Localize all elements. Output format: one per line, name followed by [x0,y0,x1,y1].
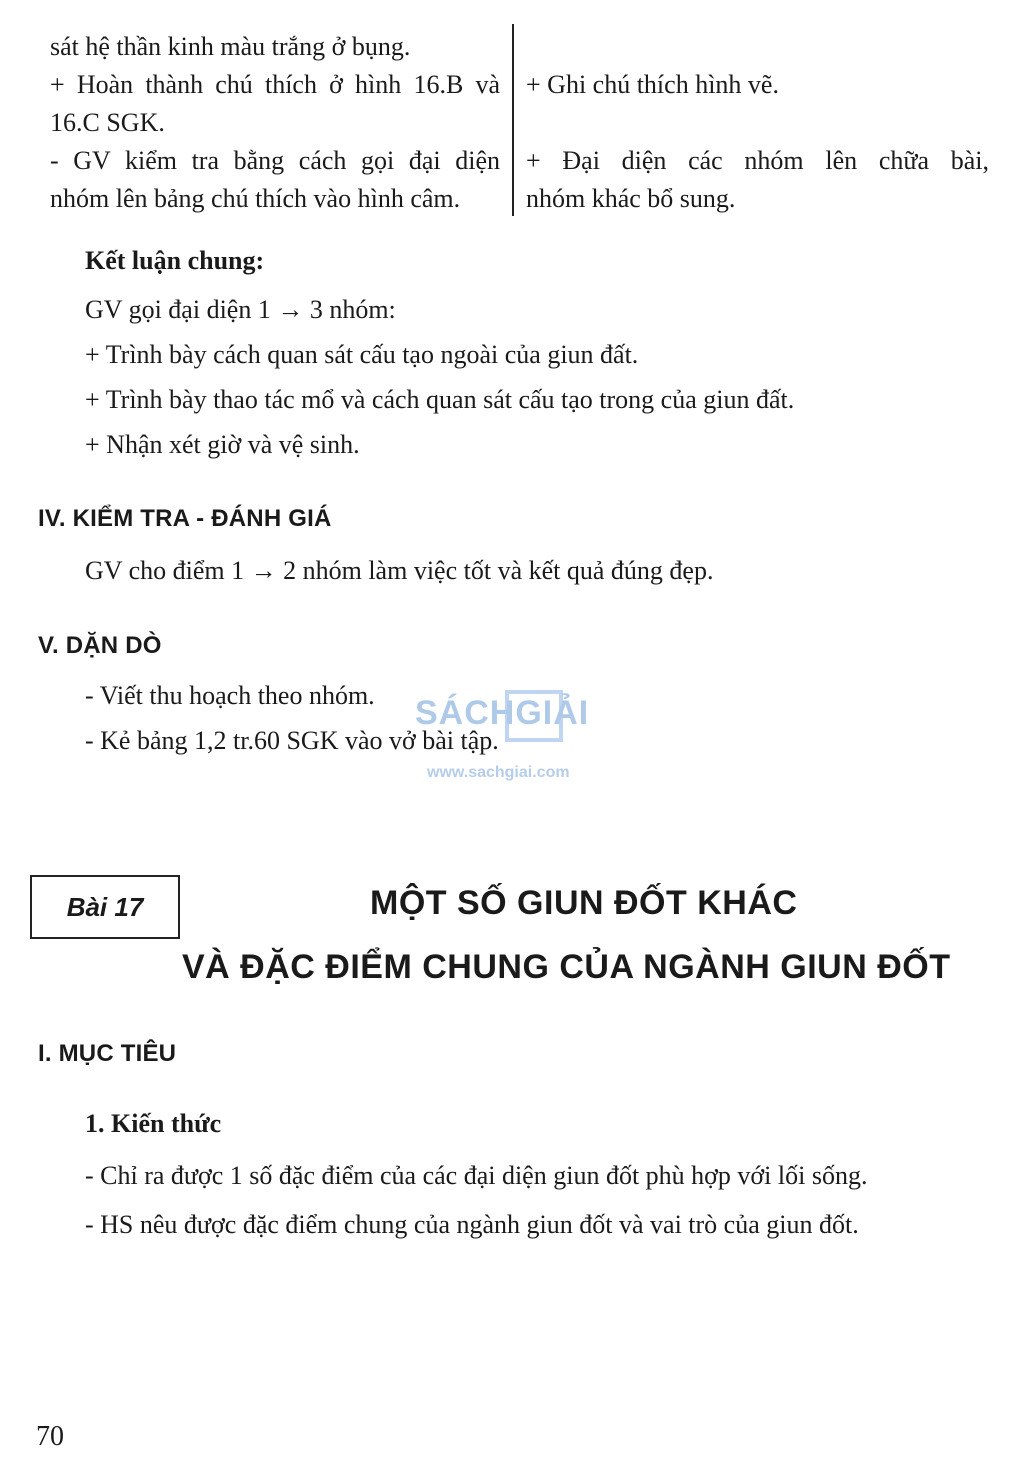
section-iv-heading: IV. KIỂM TRA - ĐÁNH GIÁ [38,505,332,532]
page-number: 70 [36,1421,64,1452]
section-iv-text: GV cho điểm 1 → 2 nhóm làm việc tốt và kết quả đúng đẹp. [85,556,714,585]
table-right-line: nhóm khác bổ sung. [526,184,736,213]
lesson-label: Bài 17 [66,891,144,922]
watermark-brand: SÁCHGIẢI [415,694,590,732]
table-left-line: + Hoàn thành chú thích ở hình 16.B và [50,70,500,99]
section-v-line: - Viết thu hoạch theo nhóm. [85,681,375,710]
conclusion-line: + Nhận xét giờ và vệ sinh. [85,430,360,459]
section-v-heading: V. DẶN DÒ [38,632,162,659]
table-right-line: + Đại diện các nhóm lên chữa bài, [526,146,989,175]
table-left-line: 16.C SGK. [50,108,165,137]
lesson-label-box [30,875,180,939]
conclusion-line: GV gọi đại diện 1 → 3 nhóm: [85,295,396,324]
conclusion-line: + Trình bày thao tác mổ và cách quan sát cấu tạo trong của giun đất. [85,385,795,414]
section-i-heading: I. MỤC TIÊU [38,1040,177,1067]
conclusion-heading: Kết luận chung: [85,246,265,275]
table-left-column [50,28,500,218]
section-i-subheading: 1. Kiến thức [85,1109,222,1138]
table-right-line [526,104,989,142]
lesson-title-line1: MỘT SỐ GIUN ĐỐT KHÁC [370,884,798,922]
section-i-line: - HS nêu được đặc điểm chung của ngành giun đốt và vai trò của giun đốt. [85,1210,859,1239]
table-left-line: sát hệ thần kinh màu trắng ở bụng. [50,32,411,61]
table-column-divider [512,24,514,216]
lesson-title-line2: VÀ ĐẶC ĐIỂM CHUNG CỦA NGÀNH GIUN ĐỐT [182,948,951,986]
table-right-line: + Ghi chú thích hình vẽ. [526,70,779,99]
watermark-url: www.sachgiai.com [427,764,570,781]
table-right-column [526,28,989,218]
table-right-line [526,28,989,66]
table-left-line: - GV kiểm tra bằng cách gọi đại diện [50,146,500,175]
section-v-line: - Kẻ bảng 1,2 tr.60 SGK vào vở bài tập. [85,726,499,755]
conclusion-line: + Trình bày cách quan sát cấu tạo ngoài của giun đất. [85,340,639,369]
table-left-line: nhóm lên bảng chú thích vào hình câm. [50,184,461,213]
section-i-line: - Chỉ ra được 1 số đặc điểm của các đại diện giun đốt phù hợp với lối sống. [85,1161,868,1190]
watermark-logo [405,688,620,788]
